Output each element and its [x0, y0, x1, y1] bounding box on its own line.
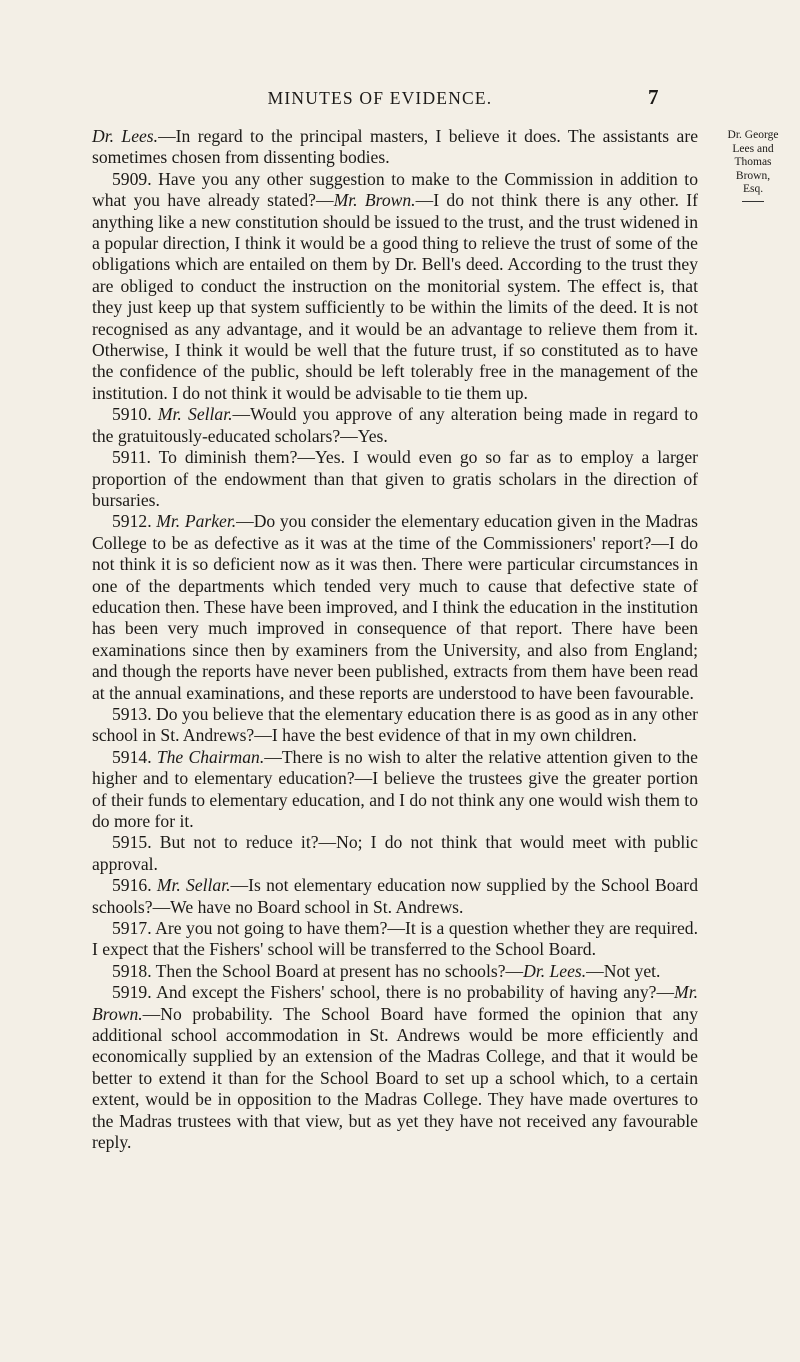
evidence-paragraph — [92, 404, 698, 447]
speaker-name: Mr. Brown. — [333, 190, 416, 211]
page-number: 7 — [648, 85, 659, 109]
paragraph-text: —No probability. The School Board have formed the opinion that any additional school accommodation in St. Andrews would be more efficiently and economically supplied by an extension of the Madras College, and that it would be better to extend it than for the School Board to set up a school which, to a certain extent, would be in opposition to the Madras College. They have made overtures to the Madras trustees with that view, but as yet they have not received any favourable reply. — [92, 1003, 698, 1153]
evidence-paragraph — [92, 747, 698, 833]
margin-note-rule — [742, 201, 764, 202]
speaker-name: Mr. Brown. — [92, 982, 698, 1024]
paragraph-text: 5911. To diminish them?—Yes. I would even go so far as to employ a larger proportion of the endowment than that given to gratis scholars in the direction of bursaries. — [92, 447, 698, 510]
evidence-paragraph — [92, 832, 698, 875]
page-header — [0, 85, 800, 114]
paragraph-text: 5917. Are you not going to have them?—It is a question whether they are required. I expect that the Fishers' school will be transferred to the School Board. — [92, 918, 698, 960]
evidence-paragraph — [92, 961, 698, 982]
paragraph-text: —In regard to the principal masters, I believe it does. The assistants are sometimes chosen from dissenting bodies. — [92, 126, 699, 168]
evidence-paragraph — [92, 982, 698, 1153]
paragraph-text: —Would you approve of any alteration being made in regard to the gratuitously-educated scholars?—Yes. — [92, 404, 698, 446]
paragraph-text: —Is not elementary education now supplied by the School Board schools?—We have no Board school in St. Andrews. — [92, 875, 698, 917]
margin-note-line: Brown, — [735, 169, 771, 182]
paragraph-text: 5912. — [112, 511, 157, 532]
speaker-name: The Chairman. — [156, 746, 265, 767]
paragraph-text: 5914. — [112, 746, 157, 767]
paragraph-text: 5916. — [112, 875, 157, 896]
paragraph-text: —There is no wish to alter the relative attention given to the higher and to elementary education?—I believe the trustees give the greater portion of their funds to elementary education, and I do not think any one would wish them to do more for it. — [92, 746, 698, 831]
speaker-name: Dr. Lees. — [92, 126, 159, 146]
speaker-name: Mr. Sellar. — [157, 404, 233, 425]
speaker-name: Mr. Parker. — [156, 511, 237, 532]
paragraph-text: —Not yet. — [586, 960, 661, 981]
margin-note-line: Thomas — [734, 156, 772, 169]
margin-note-line: Lees and — [732, 142, 774, 155]
paragraph-text: 5913. Do you believe that the elementary education there is as good as in any other school in St. Andrews?—I have the best evidence of that in my own children. — [92, 703, 698, 746]
paragraph-text: 5918. Then the School Board at present has no schools?— — [112, 960, 524, 981]
body-text — [92, 126, 698, 1154]
margin-note-line: Dr. George — [727, 129, 779, 141]
paragraph-text: 5919. And except the Fishers' school, there is no probability of having any?— — [112, 982, 675, 1003]
evidence-paragraph — [92, 704, 698, 747]
evidence-paragraph — [92, 126, 698, 169]
evidence-paragraph — [92, 511, 698, 704]
paragraph-text: 5910. — [112, 404, 158, 425]
paragraph-text: —Do you consider the elementary education given in the Madras College to be as defective as it was at the time of the Commissioners' report?—I do not think it is so deficient now as it was then. There were particular circumstances in one of the departments which tended very much to cause that defective state of education then. These have been improved, and I think the education in the institution has been very much improved in consequence of that report. There have been examinations since then by examiners from the University, and also from England; and though the reports have never been published, extracts from them have been read at the annual examinations, and these reports are understood to have been favourable. — [92, 511, 698, 703]
speaker-name: Dr. Lees. — [523, 960, 587, 981]
paragraph-text: 5915. But not to reduce it?—No; I do not think that would meet with public approval. — [92, 832, 698, 874]
margin-note — [712, 129, 794, 202]
paragraph-text: —I do not think there is any other. If anything like a new constitution should be issued to the trust, and the trust widened in a popular direction, I think it would be a good thing to relieve the trust of some of the obligations which are entailed on them by Dr. Bell's deed. According to the trust they are obliged to conduct the instruction on the monitorial system. The effect is, that they just keep up that system sufficiently to be within the limits of the deed. It is not recognised as any advantage, and it would be an advantage to relieve them from it. Otherwise, I think it would be well that the future trust, if so constituted as to have the confidence of the public, should be left tolerably free in the management of the institution. I do not think it would be advisable to tie them up. — [92, 190, 698, 403]
margin-note-line: Esq. — [742, 183, 764, 196]
evidence-paragraph — [92, 169, 698, 404]
paragraph-text: 5909. Have you any other suggestion to make to the Commission in addition to what you have already stated?— — [92, 168, 698, 211]
evidence-paragraph — [92, 447, 698, 511]
evidence-paragraph — [92, 918, 698, 961]
running-title: MINUTES OF EVIDENCE. — [267, 88, 493, 108]
speaker-name: Mr. Sellar. — [156, 875, 231, 896]
evidence-paragraph — [92, 875, 698, 918]
